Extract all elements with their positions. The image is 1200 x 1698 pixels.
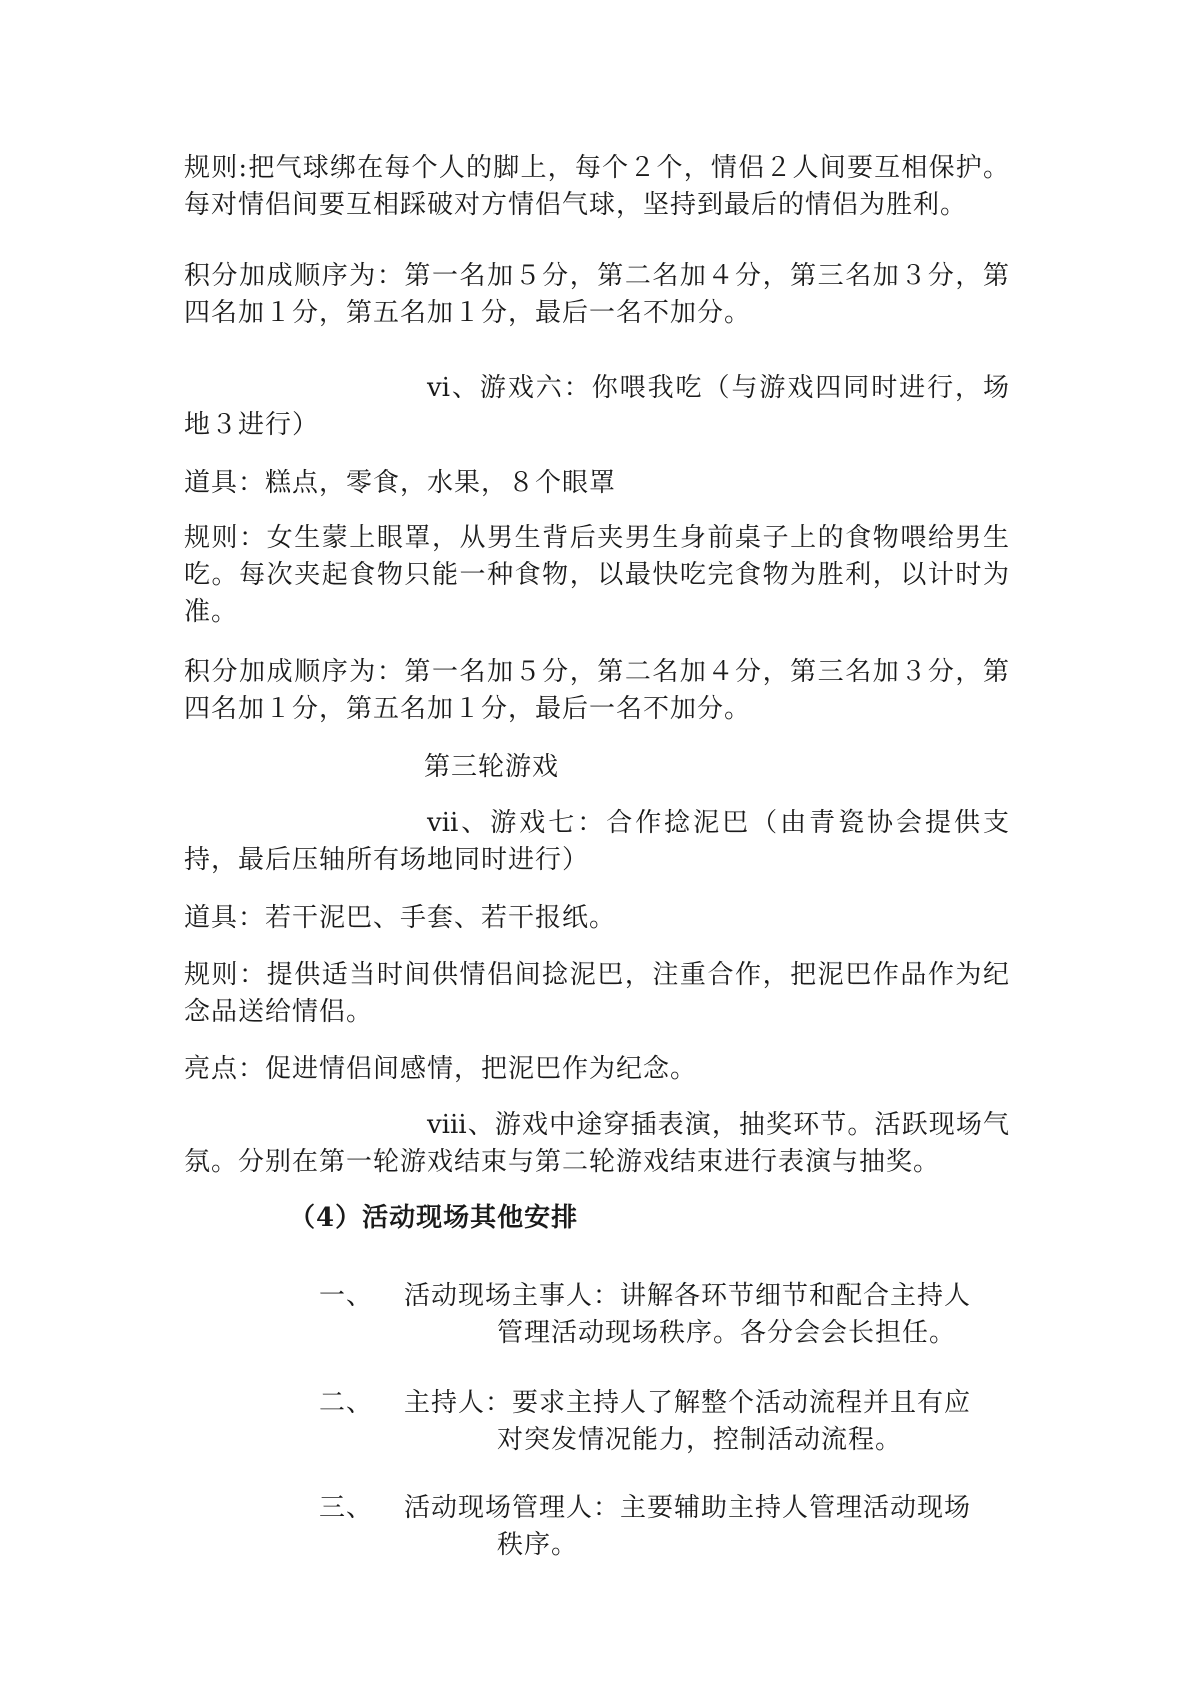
list-item-line2: 管理活动现场秩序。各分会会长担任。: [497, 1318, 957, 1348]
game-seven-highlight: 亮点：促进情侣间感情，把泥巴作为纪念。: [184, 1054, 698, 1084]
game-six-rules: 规则：女生蒙上眼罩，从男生背后夹男生身前桌子上的食物喂给男生吃。每次夹起食物只能一种食物，以最快吃完食物为胜利，以计时为准。: [184, 523, 1010, 627]
list-item-text: [404, 1278, 1004, 1352]
score-order-paragraph-2: 积分加成顺序为：第一名加５分，第二名加４分，第三名加３分，第四名加１分，第五名加１分，最后一名不加分。: [184, 657, 1010, 724]
list-item-line2: 对突发情况能力，控制活动流程。: [497, 1425, 903, 1455]
list-item-line1: 活动现场管理人：主要辅助主持人管理活动现场: [404, 1493, 972, 1523]
section-4-title: （4）活动现场其他安排: [289, 1203, 579, 1233]
performance-lottery-paragraph: ⅷ、游戏中途穿插表演，抽奖环节。活跃现场气氛。分别在第一轮游戏结束与第二轮游戏结束进行表演与抽奖。: [184, 1110, 1010, 1177]
game-seven-rules: 规则：提供适当时间供情侣间捻泥巴，注重合作，把泥巴作品作为纪念品送给情侣。: [184, 960, 1010, 1027]
game-seven-props: 道具：若干泥巴、手套、若干报纸。: [184, 903, 617, 933]
list-item-number: 二、: [319, 1388, 374, 1418]
list-item-line1: 活动现场主事人：讲解各环节细节和配合主持人: [404, 1281, 972, 1311]
game-six-props: 道具：糕点，零食，水果，８个眼罩: [184, 468, 617, 498]
balloon-rules-paragraph: 规则:把气球绑在每个人的脚上，每个２个，情侣２人间要互相保护。每对情侣间要互相踩破对方情侣气球，坚持到最后的情侣为胜利。: [184, 153, 1010, 220]
list-item-line2: 秩序。: [497, 1530, 579, 1560]
list-item-number: 三、: [319, 1493, 374, 1523]
list-item-line1: 主持人：要求主持人了解整个活动流程并且有应: [404, 1388, 972, 1418]
round-three-heading: 第三轮游戏: [424, 752, 560, 782]
list-item-number: 一、: [319, 1281, 374, 1311]
game-six-heading: ⅵ、游戏六：你喂我吃（与游戏四同时进行，场地３进行）: [184, 373, 1010, 440]
score-order-paragraph-1: 积分加成顺序为：第一名加５分，第二名加４分，第三名加３分，第四名加１分，第五名加１分，最后一名不加分。: [184, 261, 1010, 328]
list-item-text: [404, 1490, 1004, 1564]
game-seven-heading: ⅶ、游戏七：合作捻泥巴（由青瓷协会提供支持，最后压轴所有场地同时进行）: [184, 808, 1010, 875]
list-item-text: [404, 1385, 1004, 1459]
